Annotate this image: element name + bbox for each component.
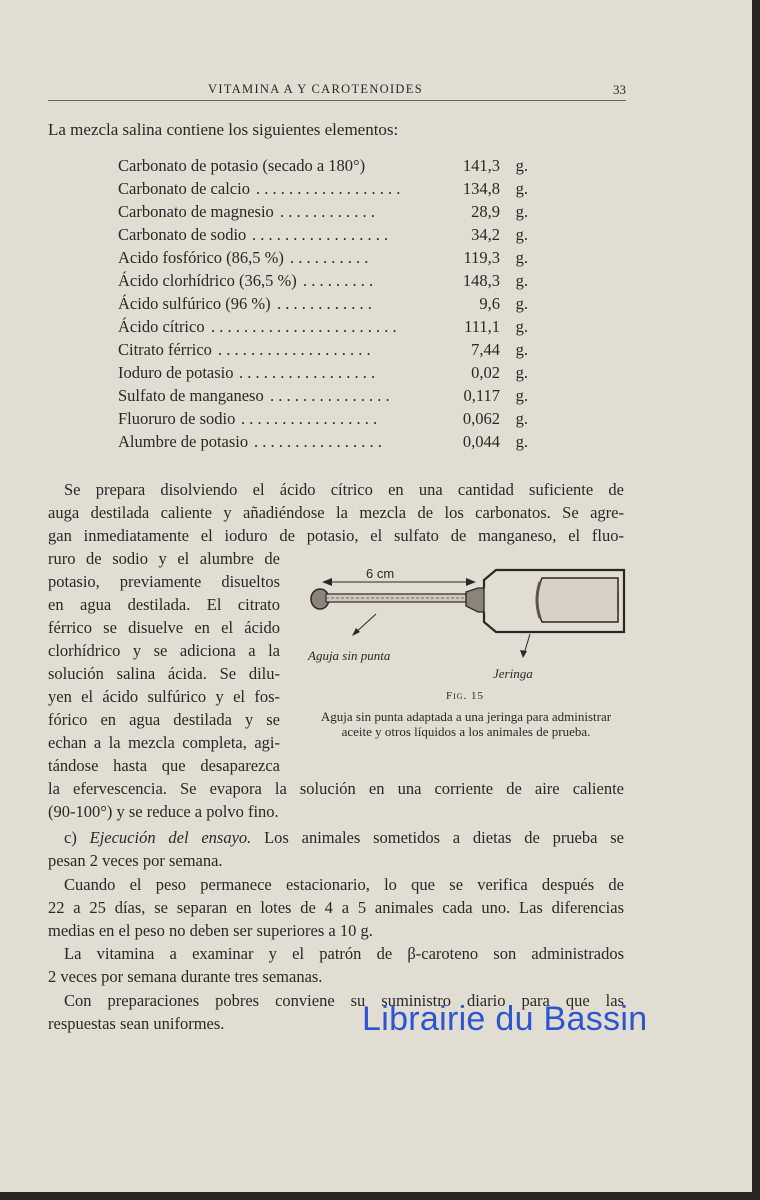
- text-line: gan inmediatamente el ioduro de potasio, el sulfato de manganeso, el fluo-: [48, 526, 624, 545]
- text-line: ruro de sodio y el alumbre de: [48, 549, 280, 568]
- paragraph-preparation-end: [48, 777, 624, 823]
- paragraph-preparation-top: [48, 478, 624, 547]
- text-line: 22 a 25 días, se separan en lotes de 4 a 5 animales cada uno. Las diferencias: [48, 898, 624, 917]
- ingredient-unit: g.: [515, 156, 528, 175]
- ingredient-amount: 7,44: [471, 340, 500, 359]
- text-line: clorhídrico y se adiciona a la: [48, 641, 280, 660]
- seller-watermark: Librairie du Bassin: [362, 1000, 648, 1038]
- text-line: pesan 2 veces por semana.: [48, 851, 223, 870]
- text-line: [48, 826, 624, 849]
- table-row: [118, 430, 530, 453]
- ingredient-name: Ioduro de potasio: [118, 363, 234, 382]
- scale-label: 6 cm: [366, 566, 395, 581]
- ingredient-name: Citrato férrico: [118, 340, 212, 359]
- ingredient-name: Carbonato de potasio (secado a 180°): [118, 156, 366, 175]
- text-line: respuestas sean uniformes.: [48, 1014, 225, 1033]
- table-row: [118, 200, 530, 223]
- ingredient-name: Ácido cítrico: [118, 317, 205, 336]
- text-line: echan a la mezcla completa, agi-: [48, 733, 280, 752]
- ingredient-name: Ácido clorhídrico (36,5 %): [118, 271, 297, 290]
- ingredient-amount: 111,1: [464, 317, 500, 336]
- ingredient-unit: g.: [515, 271, 528, 290]
- table-row: [118, 269, 530, 292]
- ingredient-name: Acido fosfórico (86,5 %): [118, 248, 284, 267]
- table-row: [118, 246, 530, 269]
- section-c-text: Los animales sometidos a dietas de prueba se: [264, 828, 624, 847]
- syringe-label: Jeringa: [493, 666, 533, 681]
- leader-dots: . . . . . . . . . . . . . . . .: [254, 432, 382, 451]
- leader-dots: . . . . . . . . . . . . . . . . .: [241, 409, 378, 428]
- text-line: fórico en agua destilada y se: [48, 710, 280, 729]
- ingredient-unit: g.: [515, 202, 528, 221]
- text-line: en agua destilada. El citrato: [48, 595, 280, 614]
- ingredient-unit: g.: [515, 294, 528, 313]
- ingredient-unit: g.: [515, 409, 528, 428]
- text-line: potasio, previamente disueltos: [48, 572, 280, 591]
- text-line: 2 veces por semana durante tres semanas.: [48, 967, 323, 986]
- syringe-plunger: [537, 578, 618, 622]
- syringe-needle-illustration: [300, 556, 630, 686]
- salt-mixture-table: [118, 154, 530, 453]
- table-row: [118, 384, 530, 407]
- ingredient-unit: g.: [515, 386, 528, 405]
- ingredient-amount: 34,2: [471, 225, 500, 244]
- text-line: férrico se disuelve en el ácido: [48, 618, 280, 637]
- text-line: solución salina ácida. Se dilu-: [48, 664, 280, 683]
- text-line: la efervescencia. Se evapora la solución en una corriente de aire caliente: [48, 779, 624, 798]
- paragraph-weight: [48, 873, 624, 942]
- ingredient-name: Carbonato de sodio: [118, 225, 247, 244]
- leader-dots: . . . . . . . . . .: [290, 248, 369, 267]
- table-row: [118, 292, 530, 315]
- section-c-paragraph: [48, 826, 624, 872]
- ingredient-amount: 0,02: [471, 363, 500, 382]
- text-line: Cuando el peso permanece estacionario, lo que se verifica después de: [64, 875, 624, 894]
- needle-label: Aguja sin punta: [308, 648, 391, 663]
- text-line: Con preparaciones pobres conviene su suministro diario para que las: [64, 991, 624, 1010]
- figure-number: Fig. 15: [445, 690, 485, 702]
- ingredient-name: Carbonato de calcio: [118, 179, 250, 198]
- table-row: [118, 177, 530, 200]
- table-row: [118, 154, 530, 177]
- figure-15: [300, 556, 630, 766]
- ingredient-unit: g.: [515, 340, 528, 359]
- table-row: [118, 407, 530, 430]
- page-number: 33: [613, 82, 626, 97]
- figure-caption: Aguja sin punta adaptada a una jeringa para administrar aceite y otros líquidos a los animales de prueba.: [320, 709, 612, 739]
- ingredient-amount: 0,117: [463, 386, 500, 405]
- scale-arrow-left-head: [322, 578, 332, 586]
- paragraph-dosing: [48, 942, 624, 988]
- ingredient-amount: 141,3: [462, 156, 500, 175]
- scale-arrow-right-head: [466, 578, 476, 586]
- ingredient-name: Ácido sulfúrico (96 %): [118, 294, 271, 313]
- text-line: La vitamina a examinar y el patrón de β-caroteno son administrados: [64, 944, 624, 963]
- leader-dots: . . . . . . . . . . . .: [277, 294, 372, 313]
- table-row: [118, 338, 530, 361]
- ingredient-name: Fluoruro de sodio: [118, 409, 236, 428]
- ingredient-unit: g.: [515, 225, 528, 244]
- table-row: [118, 361, 530, 384]
- ingredient-amount: 0,062: [462, 409, 500, 428]
- text-line: (90-100°) y se reduce a polvo fino.: [48, 802, 279, 821]
- ingredient-amount: 148,3: [462, 271, 500, 290]
- paragraph-preparation-wrap: [48, 547, 280, 777]
- leader-dots: . . . . . . . . .: [303, 271, 374, 290]
- ingredient-name: Carbonato de magnesio: [118, 202, 274, 221]
- text-line: Se prepara disolviendo el ácido cítrico en una cantidad suficiente de: [64, 480, 624, 499]
- running-title: VITAMINA A Y CAROTENOIDES: [208, 82, 423, 96]
- leader-dots: . . . . . . . . . . . . . . . . .: [239, 363, 376, 382]
- leader-dots: . . . . . . . . . . . .: [280, 202, 375, 221]
- ingredient-unit: g.: [515, 317, 528, 336]
- running-header: [48, 80, 626, 101]
- ingredient-unit: g.: [515, 179, 528, 198]
- ingredient-unit: g.: [515, 432, 528, 451]
- text-line: yen el ácido sulfúrico y el fos-: [48, 687, 280, 706]
- ingredient-amount: 0,044: [462, 432, 500, 451]
- ingredient-name: Sulfato de manganeso: [118, 386, 264, 405]
- text-line: auga destilada caliente y añadiéndose la mezcla de los carbonatos. Se agre-: [48, 503, 624, 522]
- ingredient-amount: 119,3: [463, 248, 500, 267]
- leader-dots: . . . . . . . . . . . . . . . . .: [252, 225, 389, 244]
- section-c-prefix: c): [64, 828, 77, 847]
- leader-dots: . . . . . . . . . . . . . . . . . . . . . . .: [211, 317, 397, 336]
- table-row: [118, 315, 530, 338]
- ingredient-amount: 28,9: [471, 202, 500, 221]
- leader-dots: . . . . . . . . . . . . . . .: [270, 386, 390, 405]
- intro-sentence: La mezcla salina contiene los siguientes elementos:: [48, 120, 399, 139]
- ingredient-amount: 9,6: [479, 294, 500, 313]
- leader-dots: . . . . . . . . . . . . . . . . . . .: [218, 340, 371, 359]
- table-row: [118, 223, 530, 246]
- needle-hub: [466, 588, 484, 612]
- section-c-heading: Ejecución del ensayo.: [89, 828, 252, 847]
- text-line: tándose hasta que desaparezca: [48, 756, 280, 775]
- leader-dots: . . . . . . . . . . . . . . . . . .: [256, 179, 401, 198]
- ingredient-unit: g.: [515, 363, 528, 382]
- ingredient-unit: g.: [515, 248, 528, 267]
- text-line: medias en el peso no deben ser superiores a 10 g.: [48, 921, 373, 940]
- ingredient-amount: 134,8: [462, 179, 500, 198]
- ingredient-name: Alumbre de potasio: [118, 432, 249, 451]
